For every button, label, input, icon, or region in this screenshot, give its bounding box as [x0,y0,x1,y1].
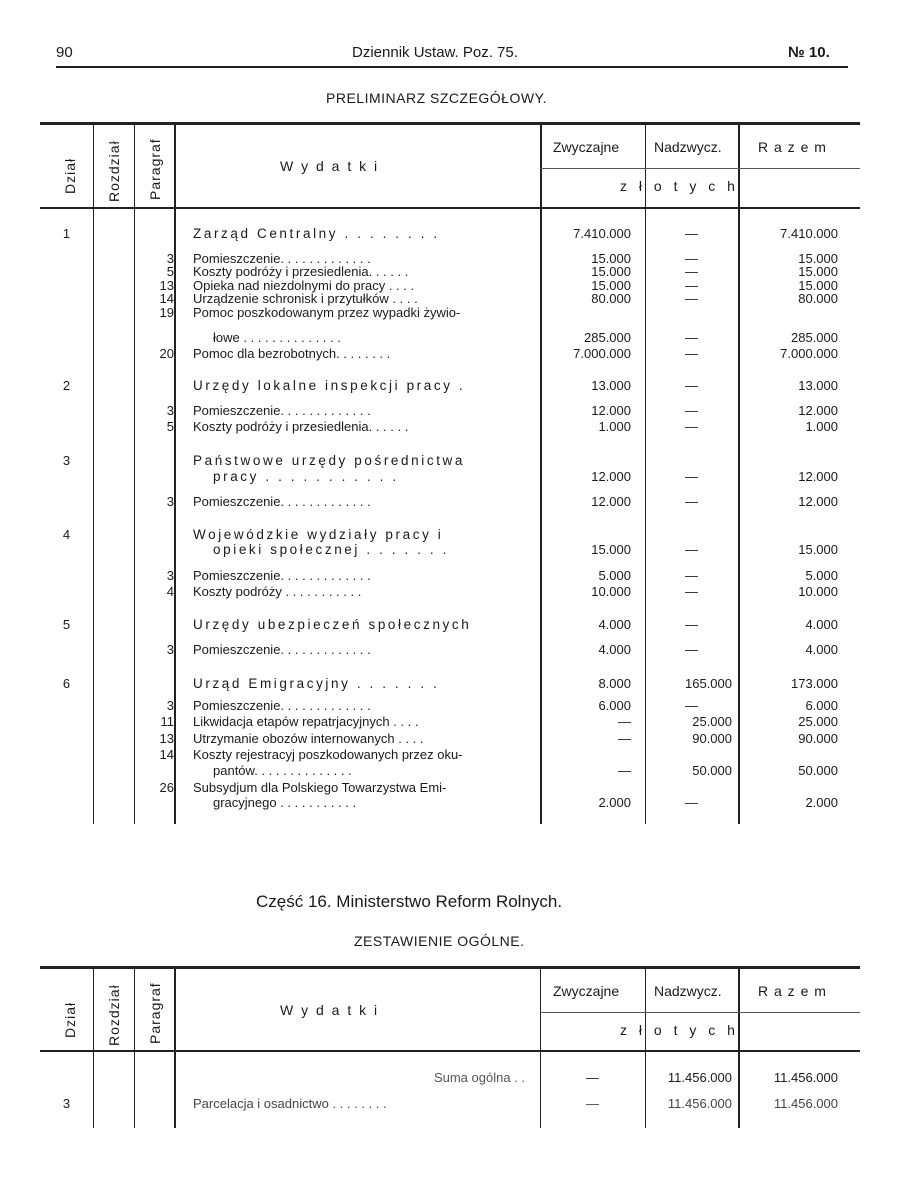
table-row [40,494,860,510]
row-razem: 12.000 [798,403,838,418]
row-paragraf: 20 [159,346,174,361]
row-zwyczajne: 15.000 [591,251,631,266]
row-paragraf: 5 [166,264,174,279]
row-nadzwycz: — [685,251,698,266]
total-label: Suma ogólna . . [433,1070,525,1085]
col-wydatki: W y d a t k i [280,1002,380,1018]
row-zwyczajne: 12.000 [591,403,631,418]
section-title: PRELIMINARZ SZCZEGÓŁOWY. [326,90,547,106]
header-rule [56,66,848,68]
row-dzial: 6 [62,676,71,691]
table-row [40,330,860,346]
row-label: pantów. . . . . . . . . . . . . . [213,763,352,778]
row-razem: 6.000 [805,698,838,713]
row-label: pracy . . . . . . . . . . . [213,469,399,484]
row-label: Zarząd Centralny . . . . . . . . [193,226,440,241]
col-zwyczajne: Zwyczajne [553,983,620,999]
row-zwyczajne: 12.000 [591,494,631,509]
row-razem: 12.000 [798,469,838,484]
table-row [40,763,860,779]
row-zwyczajne: 12.000 [591,469,631,484]
row-label: Koszty podróży i przesiedlenia. . . . . . [193,419,409,434]
table-row [40,676,860,692]
row-label: Państwowe urzędy pośrednictwa [193,453,466,468]
row-label: Koszty podróży . . . . . . . . . . . [193,584,362,599]
row-nadzwycz: — [685,542,698,557]
row-paragraf: 5 [166,419,174,434]
journal-title: Dziennik Ustaw. Poz. 75. [352,44,518,61]
row-paragraf: 19 [159,305,174,320]
table-row [40,1096,860,1112]
header-bottom-border [40,207,860,209]
table-row [40,714,860,730]
row-nadzwycz: — [685,226,698,241]
row-label: Urzędy lokalne inspekcji pracy . [193,378,466,393]
issue-number: № 10. [788,44,830,61]
row-nadzwycz: 50.000 [692,763,732,778]
row-zwyczajne: — [618,763,631,778]
table-row [40,584,860,600]
row-nadzwycz: — [685,642,698,657]
row-dzial: 3 [62,1096,71,1111]
total-zwyczajne: — [586,1070,599,1085]
table-row [40,642,860,658]
row-nadzwycz: — [685,568,698,583]
row-razem: 80.000 [798,291,838,306]
row-nadzwycz: 165.000 [685,676,732,691]
col-dzial: Dział [62,157,78,194]
row-label: Koszty podróży i przesiedlenia. . . . . . [193,264,409,279]
row-zwyczajne: — [618,731,631,746]
row-razem: 5.000 [805,568,838,583]
row-zwyczajne: 4.000 [598,617,631,632]
row-nadzwycz: 25.000 [692,714,732,729]
row-zwyczajne: 2.000 [598,795,631,810]
table-row [40,780,860,796]
row-paragraf: 3 [166,403,174,418]
row-razem: 4.000 [805,617,838,632]
row-zwyczajne: 7.410.000 [573,226,631,241]
row-paragraf: 13 [159,731,174,746]
col-zwyczajne: Zwyczajne [553,139,620,155]
table-row [40,469,860,485]
row-label: Koszty rejestracyj poszkodowanych przez oku- [193,747,463,762]
table-row [40,305,860,321]
row-label: Urządzenie schronisk i przytułków . . . . [193,291,418,306]
table-top-border [40,122,860,125]
row-paragraf: 3 [166,251,174,266]
row-zwyczajne: 6.000 [598,698,631,713]
table-row [40,568,860,584]
row-razem: 15.000 [798,542,838,557]
row-nadzwycz: — [685,346,698,361]
row-razem: 25.000 [798,714,838,729]
row-dzial: 5 [62,617,71,632]
table-row [40,617,860,633]
row-dzial: 1 [62,226,71,241]
table-row [40,542,860,558]
col-wydatki: W y d a t k i [280,158,380,174]
row-label: Urzędy ubezpieczeń społecznych [193,617,472,632]
row-paragraf: 3 [166,642,174,657]
page-number: 90 [56,44,73,61]
row-label: Pomieszczenie. . . . . . . . . . . . . [193,494,371,509]
table-row [40,453,860,469]
row-nadzwycz: — [685,264,698,279]
table-row [40,527,860,543]
row-paragraf: 13 [159,278,174,293]
row-razem: 7.000.000 [780,346,838,361]
row-label: Pomoc dla bezrobotnych. . . . . . . . [193,346,391,361]
row-nadzwycz: — [685,469,698,484]
row-zwyczajne: 15.000 [591,264,631,279]
row-razem: 12.000 [798,494,838,509]
row-zwyczajne: 1.000 [598,419,631,434]
row-zwyczajne: 15.000 [591,542,631,557]
row-label: łowe . . . . . . . . . . . . . . [213,330,341,345]
row-razem: 10.000 [798,584,838,599]
row-label: Opieka nad niezdolnymi do pracy . . . . [193,278,415,293]
row-zwyczajne: 15.000 [591,278,631,293]
row-nadzwycz: — [685,403,698,418]
row-zwyczajne: — [618,714,631,729]
row-paragraf: 14 [159,291,174,306]
total-nadzwycz: 11.456.000 [667,1070,732,1085]
table-row [40,419,860,435]
row-dzial: 4 [62,527,71,542]
col-paragraf: Paragraf [147,138,163,200]
col-paragraf: Paragraf [147,982,163,1044]
col-dzial: Dział [62,1001,78,1038]
row-label: Parcelacja i osadnictwo . . . . . . . . [193,1096,387,1111]
table-row [40,346,860,362]
row-zwyczajne: 80.000 [591,291,631,306]
col-rozdzial: Rozdział [106,984,122,1046]
row-razem: 285.000 [791,330,838,345]
row-zwyczajne: — [586,1096,599,1111]
table-row [40,403,860,419]
row-label: Pomieszczenie. . . . . . . . . . . . . [193,568,371,583]
row-nadzwycz: — [685,584,698,599]
row-razem: 90.000 [798,731,838,746]
row-dzial: 2 [62,378,71,393]
row-nadzwycz: 90.000 [692,731,732,746]
part-heading: Część 16. Ministerstwo Reform Rolnych. [256,892,563,911]
row-zwyczajne: 8.000 [598,676,631,691]
total-razem: 11.456.000 [773,1070,838,1085]
col-nadzwycz: Nadzwycz. [654,983,722,999]
row-razem: 1.000 [805,419,838,434]
row-paragraf: 4 [166,584,174,599]
table-row [40,378,860,394]
col-currency: z ł o t y c h [620,178,739,194]
row-dzial: 3 [62,453,71,468]
row-label: Wojewódzkie wydziały pracy i [193,527,444,542]
row-nadzwycz: — [685,419,698,434]
row-zwyczajne: 285.000 [584,330,631,345]
row-label: gracyjnego . . . . . . . . . . . [213,795,357,810]
table-row [40,226,860,242]
row-paragraf: 14 [159,747,174,762]
row-razem: 15.000 [798,264,838,279]
row-paragraf: 3 [166,698,174,713]
table-row [40,731,860,747]
row-nadzwycz: — [685,494,698,509]
table-row [40,698,860,714]
row-label: Pomieszczenie. . . . . . . . . . . . . [193,698,371,713]
row-razem: 173.000 [791,676,838,691]
summary-table [40,966,860,1128]
row-nadzwycz: 11.456.000 [667,1096,732,1111]
col-rozdzial: Rozdział [106,140,122,202]
col-nadzwycz: Nadzwycz. [654,139,722,155]
summary-title: ZESTAWIENIE OGÓLNE. [354,933,525,949]
row-razem: 11.456.000 [773,1096,838,1111]
budget-table [40,122,860,824]
row-zwyczajne: 13.000 [591,378,631,393]
col-razem: R a z e m [758,983,827,999]
row-label: Pomieszczenie. . . . . . . . . . . . . [193,642,371,657]
row-razem: 7.410.000 [780,226,838,241]
row-zwyczajne: 7.000.000 [573,346,631,361]
row-label: Likwidacja etapów repatrjacyjnych . . . . [193,714,419,729]
row-paragraf: 11 [160,714,174,729]
row-razem: 50.000 [798,763,838,778]
row-zwyczajne: 10.000 [591,584,631,599]
row-nadzwycz: — [685,698,698,713]
row-nadzwycz: — [685,278,698,293]
row-label: Pomieszczenie. . . . . . . . . . . . . [193,251,371,266]
row-razem: 2.000 [805,795,838,810]
row-nadzwycz: — [685,617,698,632]
row-razem: 15.000 [798,278,838,293]
row-razem: 13.000 [798,378,838,393]
row-zwyczajne: 4.000 [598,642,631,657]
row-nadzwycz: — [685,330,698,345]
row-label: Urząd Emigracyjny . . . . . . . [193,676,440,691]
total-row [40,1070,860,1086]
row-label: Pomieszczenie. . . . . . . . . . . . . [193,403,371,418]
col-currency: z ł o t y c h [620,1022,739,1038]
row-label: Utrzymanie obozów internowanych . . . . [193,731,424,746]
row-label: opieki społecznej . . . . . . . [213,542,449,557]
row-nadzwycz: — [685,291,698,306]
table-row [40,795,860,811]
table-row [40,747,860,763]
col-razem: R a z e m [758,139,827,155]
row-paragraf: 3 [166,494,174,509]
row-razem: 15.000 [798,251,838,266]
row-razem: 4.000 [805,642,838,657]
row-nadzwycz: — [685,378,698,393]
row-nadzwycz: — [685,795,698,810]
row-zwyczajne: 5.000 [598,568,631,583]
row-paragraf: 26 [159,780,174,795]
row-paragraf: 3 [166,568,174,583]
row-label: Pomoc poszkodowanym przez wypadki żywio- [193,305,461,320]
row-label: Subsydjum dla Polskiego Towarzystwa Emi- [193,780,447,795]
